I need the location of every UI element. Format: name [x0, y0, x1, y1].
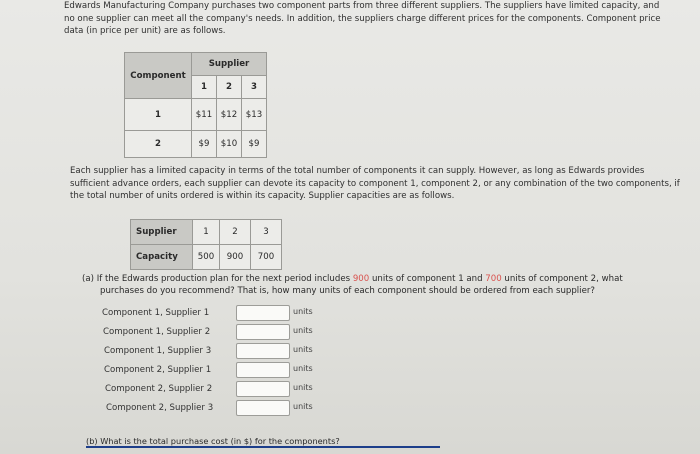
- intro-paragraph: Edwards Manufacturing Company purchases two component parts from three different suppliers. The suppliers have limited capacity, and no one supplier can meet all the company's needs. In addition, the suppliers charge different prices for the components. Component price data (in price per unit) are as follows.: [64, 1, 661, 36]
- answer-input-c1-s1[interactable]: [236, 305, 290, 321]
- supplier-col-1: 1: [192, 76, 217, 99]
- price-c1-s2: $12: [217, 99, 242, 131]
- answer-label-c2-s3: Component 2, Supplier 3: [106, 403, 214, 413]
- price-table-supplier-header: Supplier: [192, 53, 267, 76]
- answer-label-c1-s2: Component 1, Supplier 2: [103, 327, 211, 337]
- capacity-table: [130, 219, 282, 270]
- price-c1-s1: $11: [192, 99, 217, 131]
- question-a-line2: purchases do you recommend? That is, how many units of each component should be ordered from each supplier?: [100, 286, 595, 296]
- supplier-col-2: 2: [217, 76, 242, 99]
- price-c1-s3: $13: [242, 99, 267, 131]
- capacity-paragraph: Each supplier has a limited capacity in terms of the total number of components it can supply. However, as long as Edwards provides sufficient advance orders, each supplier can devote its capacity to component 1, component 2, or any combination of the two components, if the total number of units ordered is within its capacity. Supplier capacities are as follows.: [70, 166, 680, 201]
- price-table-corner: Component: [125, 53, 192, 99]
- cap-supplier-1: 1: [193, 220, 220, 245]
- capacity-2: 900: [220, 245, 251, 270]
- question-a-mid1: units of component 1 and: [369, 274, 486, 284]
- answer-label-c1-s3: Component 1, Supplier 3: [104, 346, 212, 356]
- answer-unit-c1-s1: units: [293, 307, 313, 316]
- price-c2-s2: $10: [217, 131, 242, 158]
- capacity-1: 500: [193, 245, 220, 270]
- answer-label-c1-s1: Component 1, Supplier 1: [102, 308, 210, 318]
- component-row-2: 2: [125, 131, 192, 158]
- answer-unit-c2-s1: units: [293, 364, 313, 373]
- component-2-quantity: 700: [485, 274, 502, 284]
- answer-input-c1-s3[interactable]: [236, 343, 290, 359]
- question-a-mid2: units of component 2, what: [501, 274, 623, 284]
- capacity-table-capacity-label: Capacity: [131, 245, 193, 270]
- price-c2-s1: $9: [192, 131, 217, 158]
- price-c2-s3: $9: [242, 131, 267, 158]
- price-table: [124, 52, 267, 158]
- answer-unit-c1-s3: units: [293, 345, 313, 354]
- answer-unit-c1-s2: units: [293, 326, 313, 335]
- answer-label-c2-s2: Component 2, Supplier 2: [105, 384, 213, 394]
- answer-input-c2-s1[interactable]: [236, 362, 290, 378]
- cap-supplier-2: 2: [220, 220, 251, 245]
- component-row-1: 1: [125, 99, 192, 131]
- answer-input-c2-s2[interactable]: [236, 381, 290, 397]
- question-b-underline: [86, 446, 440, 448]
- answer-unit-c2-s3: units: [293, 402, 313, 411]
- answer-input-c2-s3[interactable]: [236, 400, 290, 416]
- answer-unit-c2-s2: units: [293, 383, 313, 392]
- question-a-prefix: (a) If the Edwards production plan for the next period includes: [82, 274, 353, 284]
- capacity-3: 700: [251, 245, 282, 270]
- capacity-table-supplier-label: Supplier: [131, 220, 193, 245]
- question-a: [82, 273, 682, 297]
- answer-label-c2-s1: Component 2, Supplier 1: [104, 365, 212, 375]
- answer-input-c1-s2[interactable]: [236, 324, 290, 340]
- supplier-col-3: 3: [242, 76, 267, 99]
- cap-supplier-3: 3: [251, 220, 282, 245]
- question-b: (b) What is the total purchase cost (in $) for the components?: [86, 436, 340, 446]
- component-1-quantity: 900: [352, 274, 370, 284]
